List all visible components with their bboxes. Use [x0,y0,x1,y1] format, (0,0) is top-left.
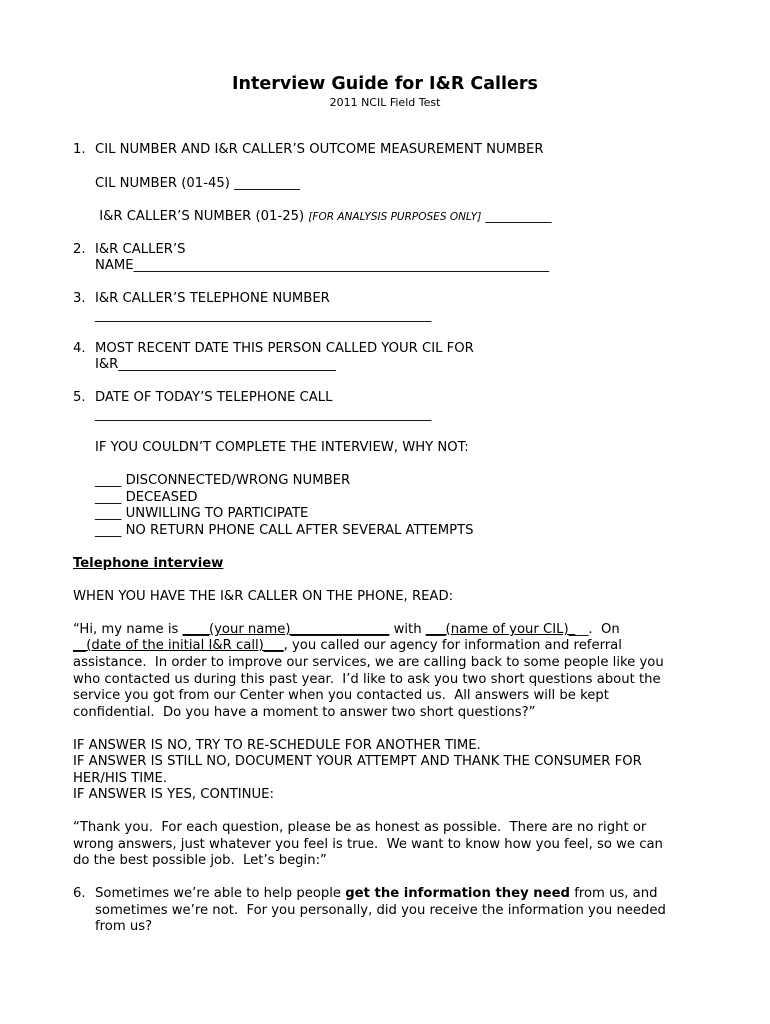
page-subtitle: 2011 NCIL Field Test [329,96,441,109]
q1-text: CIL NUMBER AND I&R CALLER’S OUTCOME MEASUREMENT NUMBER [95,142,544,157]
q2-blank: NAME_______________________________________________________________ [95,258,550,273]
caller-number-blank: __________ [481,209,552,224]
script-line-3: assistance. In order to improve our services, we are calling back to some people like you [73,655,664,670]
q2-text: I&R CALLER’S [95,242,186,257]
instruction-2: IF ANSWER IS STILL NO, DOCUMENT YOUR ATTEMPT AND THANK THE CONSUMER FOR [73,754,642,769]
your-name-field: ____(your name)_______________ [182,622,390,637]
script-line-4: who contacted us during this past year. I’d like to ask you two short questions about the [73,672,661,687]
q5-blank: ___________________________________________________ [95,407,432,422]
q2-number: 2. [73,242,86,257]
option-disconnected: ____ DISCONNECTED/WRONG NUMBER [95,473,351,488]
caller-number-field [95,209,551,226]
instruction-4: IF ANSWER IS YES, CONTINUE: [73,787,274,802]
q6-number: 6. [73,886,86,901]
option-deceased: ____ DECEASED [95,490,198,505]
q4-blank: I&R_________________________________ [95,357,336,372]
script-line-5: service you got from our Center when you contacted us. All answers will be kept [73,688,609,703]
thanks-line-2: wrong answers, just whatever you feel is true. We want to know how you feel, so we can [73,837,663,852]
q6-line-2: sometimes we’re not. For you personally, did you receive the information you needed [95,903,666,918]
q5-number: 5. [73,390,86,405]
thanks-line-3: do the best possible job. Let’s begin:” [73,853,327,868]
script-on: __. On [575,622,620,637]
option-no-return-call: ____ NO RETURN PHONE CALL AFTER SEVERAL ATTEMPTS [95,523,474,538]
incomplete-question: IF YOU COULDN’T COMPLETE THE INTERVIEW, WHY NOT: [95,440,469,455]
q5-text: DATE OF TODAY’S TELEPHONE CALL [95,390,333,405]
q3-text: I&R CALLER’S TELEPHONE NUMBER [95,291,330,306]
script-line-2 [73,638,622,655]
script-with: with [389,622,426,637]
q3-blank: ___________________________________________________ [95,308,432,323]
caller-number-label: I&R CALLER’S NUMBER (01-25) [95,209,309,224]
thanks-line-1: “Thank you. For each question, please be as honest as possible. There are no right or [73,820,647,835]
q1-number: 1. [73,142,86,157]
q6-text-a: Sometimes we’re able to help people [95,886,346,901]
read-instruction: WHEN YOU HAVE THE I&R CALLER ON THE PHONE, READ: [73,589,454,604]
section-heading: Telephone interview [73,556,224,571]
q6-text-b: from us, and [570,886,658,901]
q6-emphasis: get the information they need [345,886,570,901]
q6-line-3: from us? [95,919,153,934]
q4-number: 4. [73,341,86,356]
q4-text: MOST RECENT DATE THIS PERSON CALLED YOUR CIL FOR [95,341,474,356]
q3-number: 3. [73,291,86,306]
call-date-field: __(date of the initial I&R call)___ [73,638,284,653]
instruction-1: IF ANSWER IS NO, TRY TO RE-SCHEDULE FOR ANOTHER TIME. [73,738,481,753]
caller-number-note: [FOR ANALYSIS PURPOSES ONLY] [308,211,482,223]
option-unwilling: ____ UNWILLING TO PARTICIPATE [95,506,309,521]
cil-number-field: CIL NUMBER (01-45) __________ [95,176,301,191]
page-title: Interview Guide for I&R Callers [232,74,538,94]
script-line-1 [73,622,620,639]
cil-name-field: ___(name of your CIL)_ [425,622,576,637]
instruction-3: HER/HIS TIME. [73,771,168,786]
q6-line-1 [95,886,658,903]
script-agency: , you called our agency for information and referral [283,638,622,653]
script-greeting: “Hi, my name is [73,622,183,637]
script-line-6: confidential. Do you have a moment to answer two short questions?” [73,705,536,720]
